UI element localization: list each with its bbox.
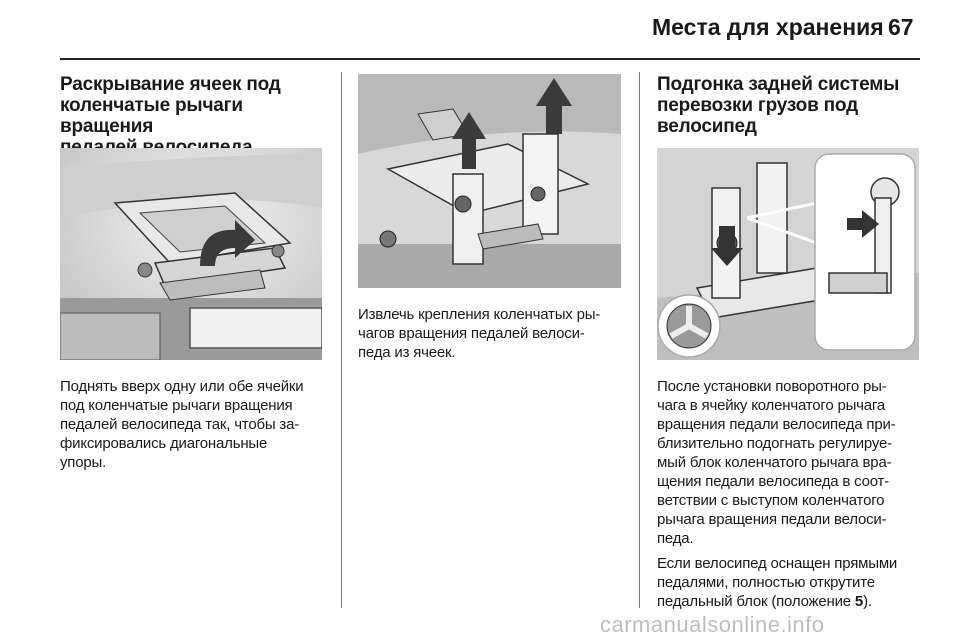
column-divider-1 — [341, 72, 342, 608]
column-3 — [657, 74, 927, 137]
illustration-remove-mounts — [358, 74, 621, 288]
column-1-body — [60, 377, 335, 472]
header-divider — [60, 58, 920, 60]
section-heading-open-cells: Раскрывание ячеек под коленчатые рычаги вращения — [60, 74, 281, 137]
position-number: 5 — [854, 593, 864, 610]
paragraph-straight-pedals: Если велосипед оснащен прямыми педалями, полностью открутите педальный блок (положение 5). — [657, 555, 898, 610]
column-divider-2 — [639, 72, 640, 608]
paragraph-remove-mounts: Извлечь крепления коленчатых ры- чагов вращения педалей велоси- педа из ячеек. — [358, 306, 601, 361]
illustration-adjust-pedal-block — [657, 148, 919, 360]
paragraph-adjust-block: После установки поворотного ры- чага в ячейку коленчатого рычага вращения педали велосипеда при- близительно подогнать регулируе- мый блок коленчатого рычага вра- щения педали велосипеда в соот- ветствии с выступом коленчатого рычага вращения педали велоси- педа. — [657, 378, 896, 547]
watermark: carmanualsonline.info — [600, 612, 825, 637]
section-heading-adjust-carrier: Подгонка задней системы перевозки грузов под велосипед — [657, 74, 900, 137]
page-section-title: Места для хранения — [652, 14, 884, 40]
column-3-body — [657, 377, 932, 611]
column-2-body — [358, 305, 633, 362]
column-1 — [60, 74, 330, 158]
paragraph-raise-cells: Поднять вверх одну или обе ячейки под коленчатые рычаги вращения педалей велосипеда так, чтобы за- фиксировались диагональные упоры. — [60, 378, 304, 471]
page-number: 67 — [888, 14, 914, 40]
illustration-raise-cells — [60, 148, 322, 360]
